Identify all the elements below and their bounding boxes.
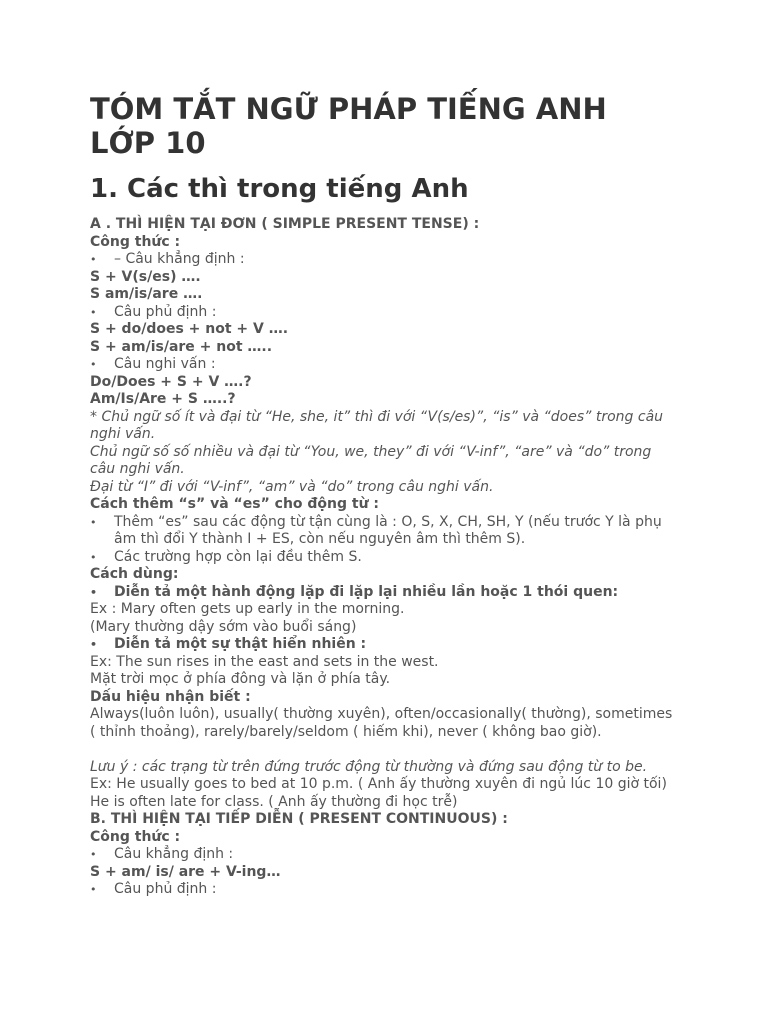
text-line: Ex: The sun rises in the east and sets in the west. bbox=[90, 653, 439, 670]
list-item-text: – Câu khẳng định : bbox=[114, 251, 245, 267]
list-item-text: Diễn tả một hành động lặp đi lặp lại nhiều lần hoặc 1 thói quen: bbox=[114, 583, 619, 600]
text-line: Always(luôn luôn), usually( thường xuyên), often/occasionally( thường), sometimes ( thỉnh thoảng), rarely/barely/seldom ( hiếm khi), never ( không bao giờ). bbox=[90, 706, 673, 740]
list-item bbox=[90, 584, 680, 602]
list-item bbox=[90, 514, 680, 549]
bullet-icon: • bbox=[90, 305, 97, 319]
bullet-icon: • bbox=[90, 253, 97, 266]
document-content bbox=[90, 92, 680, 899]
bullet-icon: • bbox=[90, 638, 98, 651]
bold-line: Công thức : bbox=[90, 233, 181, 250]
bold-line: A . THÌ HIỆN TẠI ĐƠN ( SIMPLE PRESENT TENSE) : bbox=[90, 216, 480, 232]
bullet-icon: • bbox=[90, 585, 98, 599]
italic-note: Lưu ý : các trạng từ trên đứng trước động từ thường và đứng sau động từ to be. bbox=[90, 758, 648, 775]
section-heading: 1. Các thì trong tiếng Anh bbox=[90, 174, 469, 204]
list-item bbox=[90, 549, 680, 567]
bold-line: S am/is/are …. bbox=[90, 286, 203, 302]
list-item bbox=[90, 881, 680, 899]
italic-note: * Chủ ngữ số ít và đại từ “He, she, it” thì đi với “V(s/es)”, “is” và “does” trong câu nghi vấn. bbox=[90, 408, 664, 442]
list-item bbox=[90, 846, 680, 864]
list-item bbox=[90, 251, 680, 269]
bold-line: Dấu hiệu nhận biết : bbox=[90, 688, 251, 705]
bullet-icon: • bbox=[90, 848, 97, 861]
list-item-text: Thêm “es” sau các động từ tận cùng là : O, S, X, CH, SH, Y (nếu trước Y là phụ âm thì đổi Y thành I + ES, còn nếu nguyên âm thì thêm S). bbox=[114, 513, 662, 547]
text-line: Ex : Mary often gets up early in the morning. bbox=[90, 601, 405, 617]
list-item-text: Câu phủ định : bbox=[114, 881, 217, 897]
text-line: He is often late for class. ( Anh ấy thường đi học trễ) bbox=[90, 793, 458, 810]
bullet-icon: • bbox=[90, 550, 97, 564]
blank-line bbox=[90, 741, 680, 759]
bold-line: S + V(s/es) …. bbox=[90, 268, 201, 285]
list-item-text: Diễn tả một sự thật hiển nhiên : bbox=[114, 636, 367, 652]
document-body bbox=[90, 216, 680, 899]
text-line: (Mary thường dậy sớm vào buổi sáng) bbox=[90, 618, 357, 635]
bullet-icon: • bbox=[90, 358, 97, 371]
italic-note: Đại từ “I” đi với “V-inf”, “am” và “do” trong câu nghi vấn. bbox=[90, 478, 494, 495]
bold-line: B. THÌ HIỆN TẠI TIẾP DIỄN ( PRESENT CONTINUOUS) : bbox=[90, 811, 508, 827]
list-item bbox=[90, 636, 680, 654]
bullet-icon: • bbox=[90, 883, 97, 896]
bold-line: Cách thêm “s” và “es” cho động từ : bbox=[90, 496, 380, 512]
list-item-text: Câu khẳng định : bbox=[114, 846, 234, 862]
text-line: Mặt trời mọc ở phía đông và lặn ở phía tây. bbox=[90, 671, 391, 687]
list-item-text: Câu phủ định : bbox=[114, 303, 217, 320]
bold-line: Công thức : bbox=[90, 828, 181, 845]
list-item-text: Câu nghi vấn : bbox=[114, 356, 216, 372]
list-item-text: Các trường hợp còn lại đều thêm S. bbox=[114, 548, 362, 565]
document-title: TÓM TẮT NGỮ PHÁP TIẾNG ANH LỚP 10 bbox=[90, 92, 607, 160]
text-line: Ex: He usually goes to bed at 10 p.m. ( Anh ấy thường xuyên đi ngủ lúc 10 giờ tối) bbox=[90, 776, 667, 792]
bold-line: Do/Does + S + V ….? bbox=[90, 373, 252, 390]
bullet-icon: • bbox=[90, 515, 97, 529]
bold-line: Am/Is/Are + S …..? bbox=[90, 391, 236, 407]
list-item bbox=[90, 304, 680, 322]
list-item bbox=[90, 356, 680, 374]
bold-line: Cách dùng: bbox=[90, 566, 179, 582]
italic-note: Chủ ngữ số số nhiều và đại từ “You, we, they” đi với “V-inf”, “are” và “do” trong câu nghi vấn. bbox=[90, 443, 652, 477]
bold-line: S + am/ is/ are + V-ing… bbox=[90, 863, 281, 880]
bold-line: S + am/is/are + not ….. bbox=[90, 338, 273, 355]
bold-line: S + do/does + not + V …. bbox=[90, 321, 289, 337]
